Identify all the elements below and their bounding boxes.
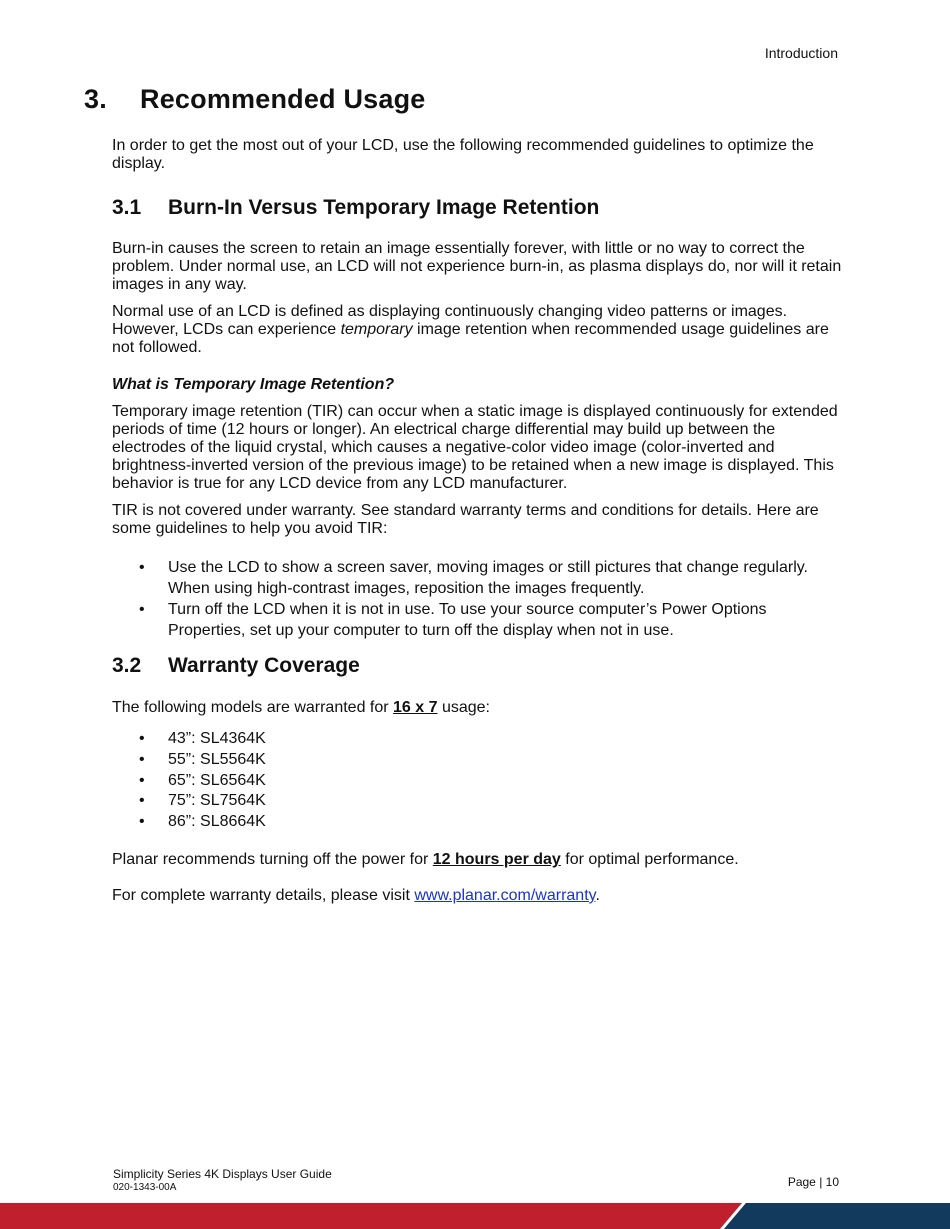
power-off-emphasis: 12 hours per day [432, 851, 561, 868]
section-3-2-title: Warranty Coverage [168, 654, 360, 677]
list-item [112, 729, 812, 750]
model-text: 65”: SL6564K [168, 771, 266, 789]
model-text: 55”: SL5564K [168, 750, 266, 768]
tir-guidelines-list [112, 557, 812, 641]
list-item [112, 791, 812, 812]
footer-guide-title: Simplicity Series 4K Displays User Guide [113, 1167, 332, 1181]
tir-paragraph: Temporary image retention (TIR) can occur when a static image is displayed continuously for extended periods of time (12 hours or longer). An electrical charge differential may build up between the electrodes of the liquid crystal, which causes a negative-color video image (color-inverted and brightness-inverted version of the previous image) to be retained when a new image is displayed. This behavior is true for any LCD device from any LCD manufacturer. [112, 403, 838, 492]
footer-color-bar [0, 1203, 950, 1229]
power-off-paragraph [112, 851, 842, 869]
footer-doc-number: 020-1343-00A [113, 1182, 177, 1193]
section-3-1-title: Burn-In Versus Temporary Image Retention [168, 196, 600, 219]
bullet-glyph: • [139, 750, 145, 768]
model-text: 75”: SL7564K [168, 792, 266, 810]
section-3-number: 3. [84, 84, 107, 114]
footer-page-number: Page | 10 [787, 1175, 839, 1189]
header-section-label: Introduction [764, 45, 838, 61]
list-item [112, 557, 812, 599]
section-3-intro: In order to get the most out of your LCD, use the following recommended guidelines to optimize the display. [112, 137, 814, 172]
warranty-details-paragraph [112, 887, 842, 905]
burn-in-paragraph: Burn-in causes the screen to retain an image essentially forever, with little or no way to correct the problem. Under normal use, an LCD will not experience burn-in, as plasma displays do, nor will it retain images in any way. [112, 240, 842, 293]
bullet-glyph: • [139, 730, 145, 747]
warranty-usage-paragraph [112, 699, 842, 717]
model-text: 86”: SL8664K [168, 813, 266, 831]
tir-subheading: What is Temporary Image Retention? [112, 376, 395, 393]
normal-use-text-1: Normal use of an LCD is defined as displaying continuously changing video patterns or images. However, LCDs can experience [112, 303, 788, 338]
model-text: 43”: SL4364K [168, 730, 266, 747]
footer-left [113, 1167, 332, 1195]
list-item-text: Use the LCD to show a screen saver, moving images or still pictures that change regularly. When using high-contrast images, reposition the images frequently. [168, 559, 808, 597]
warranty-details-text-2: . [595, 887, 600, 904]
section-3-2-heading [112, 654, 360, 678]
normal-use-emphasis: temporary [340, 321, 413, 338]
power-off-text-1: Planar recommends turning off the power for [112, 851, 433, 868]
section-3-1-number: 3.1 [112, 196, 142, 219]
power-off-text-2: for optimal performance. [560, 851, 739, 868]
normal-use-text-2: image retention when recommended usage guidelines are not followed. [112, 321, 829, 356]
list-item [112, 599, 812, 641]
tir-warranty-paragraph: TIR is not covered under warranty. See standard warranty terms and conditions for details. Here are some guidelines to help you avoid TIR: [112, 502, 819, 537]
section-3-heading [84, 84, 426, 115]
bullet-glyph: • [139, 601, 145, 618]
footer-bar-blue [724, 1203, 950, 1229]
section-3-title: Recommended Usage [140, 84, 426, 114]
warranty-usage-text-2: usage: [437, 699, 490, 716]
normal-use-paragraph [112, 303, 842, 357]
section-3-2-number: 3.2 [112, 654, 142, 677]
bullet-glyph: • [139, 771, 145, 789]
list-item [112, 812, 812, 833]
warranty-usage-emphasis: 16 x 7 [393, 699, 438, 716]
list-item [112, 750, 812, 771]
warranted-models-list [112, 729, 812, 833]
warranty-link[interactable]: www.planar.com/warranty [414, 887, 596, 904]
bullet-glyph: • [139, 813, 145, 831]
bullet-glyph: • [139, 559, 145, 576]
warranty-details-text-1: For complete warranty details, please visit [112, 887, 415, 904]
bullet-glyph: • [139, 792, 145, 810]
list-item [112, 771, 812, 792]
list-item-text: Turn off the LCD when it is not in use. To use your source computer’s Power Options Properties, set up your computer to turn off the display when not in use. [168, 601, 767, 639]
section-3-1-heading [112, 196, 599, 220]
warranty-usage-text-1: The following models are warranted for [112, 699, 394, 716]
